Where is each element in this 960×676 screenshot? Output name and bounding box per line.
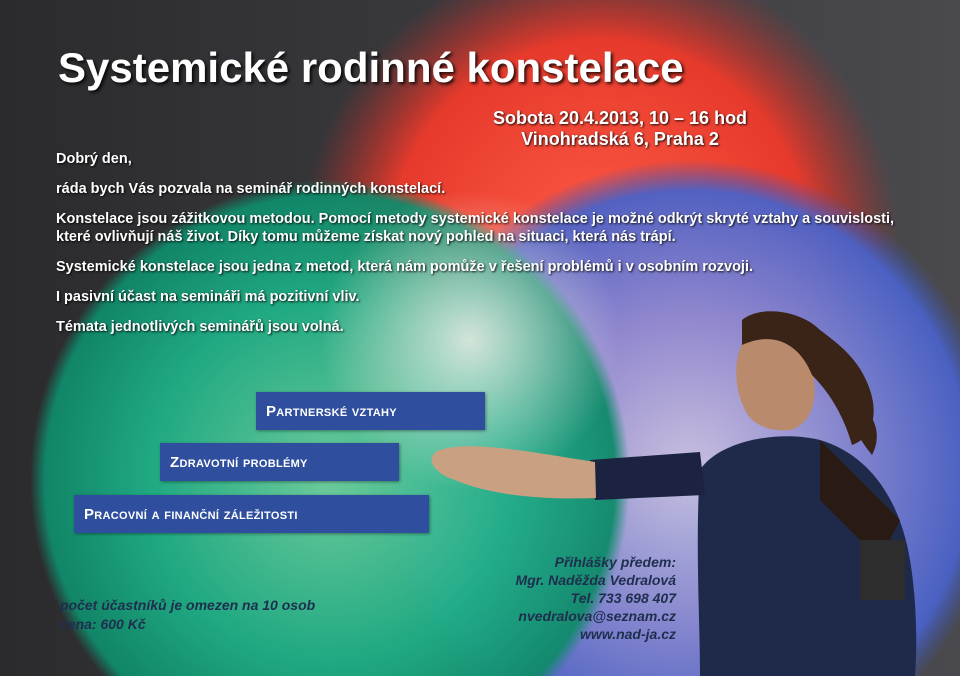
topic-label: Zdravotní problémy bbox=[170, 454, 308, 471]
greeting: Dobrý den, bbox=[56, 151, 132, 167]
invitation: ráda bych Vás pozvala na seminář rodinných konstelací. bbox=[56, 181, 446, 197]
topic-label: Partnerské vztahy bbox=[266, 403, 397, 420]
event-date-time: Sobota 20.4.2013, 10 – 16 hod bbox=[492, 108, 748, 128]
price-note: cena: 600 Kč bbox=[60, 616, 146, 632]
paragraph-passive: I pasivní účast na semináři má pozitivní vliv. bbox=[56, 289, 360, 305]
intro-text bbox=[56, 150, 906, 348]
topic-label: Pracovní a finanční záležitosti bbox=[84, 506, 298, 523]
event-info bbox=[470, 108, 770, 150]
seminar-notes bbox=[60, 596, 315, 634]
event-address: Vinohradská 6, Praha 2 bbox=[521, 129, 719, 149]
topic-health-problems bbox=[160, 443, 399, 481]
contact-heading: Přihlášky předem: bbox=[554, 554, 676, 570]
page-title: Systemické rodinné konstelace bbox=[58, 44, 684, 91]
contact-email: nvedralova@seznam.cz bbox=[518, 608, 676, 624]
contact-phone: Tel. 733 698 407 bbox=[570, 590, 676, 606]
contact-website: www.nad-ja.cz bbox=[580, 626, 676, 642]
capacity-note: počet účastníků je omezen na 10 osob bbox=[60, 597, 316, 613]
contact-name: Mgr. Naděžda Vedralová bbox=[515, 572, 676, 588]
topic-partner-relationships bbox=[256, 392, 485, 430]
paragraph-topics: Témata jednotlivých seminářů jsou volná. bbox=[56, 319, 344, 335]
paragraph-method: Konstelace jsou zážitkovou metodou. Pomocí metody systemické konstelace je možné odkrýt skryté vztahy a souvislosti, které ovlivňují náš život. Díky tomu můžeme získat nový pohled na situaci, která nás trápí. bbox=[56, 211, 895, 245]
paragraph-benefit: Systemické konstelace jsou jedna z metod, která nám pomůže v řešení problémů i v osobním rozvoji. bbox=[56, 259, 754, 275]
contact-block bbox=[470, 553, 676, 643]
topic-work-finance bbox=[74, 495, 429, 533]
